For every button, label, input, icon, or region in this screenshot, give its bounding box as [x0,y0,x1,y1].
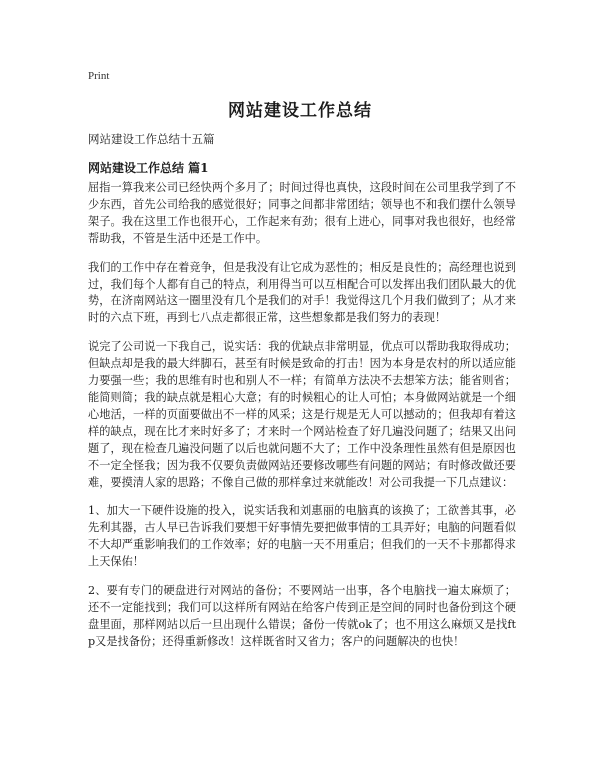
print-label: Print [88,70,110,82]
paragraph-1: 屈指一算我来公司已经快两个多月了；时间过得也真快，这段时间在公司里我学到了不少东西，首先公司给我的感觉很好；同事之间都非常团结；领导也不和我们摆什么领导架子。我在这里工作也很开心，工作起来有劲；很有上进心，同事对我也很好，也经常帮助我，不管是生活中还是工作中。 [88,181,516,245]
paragraph-2: 我们的工作中存在着竞争，但是我没有让它成为恶性的；相反是良性的；高经理也说到过，我们每个人都有自己的特点，利用得当可以互相配合可以发挥出我们团队最大的优势，在济南网站这一圈里没有几个是我们的对手！我觉得这几个月我们做到了；从才来时的六点下班，再到七八点走都很正常，这些想象都是我们努力的表现！ [88,260,516,325]
document-title: 网站建设工作总结 [228,101,372,121]
paragraph-5: 2、要有专门的硬盘进行对网站的备份；不要网站一出事，各个电脑找一遍太麻烦了；还不一定能找到；我们可以这样所有网站在给客户传到正是空间的同时也备份到这个硬盘里面，那样网站以后一旦出现什么错误；备份一传就ok了；也不用这么麻烦又是找ftp又是找备份；还得重新修改！这样既省时又省力；客户的问题解决的也快！ [88,584,516,648]
document-body [88,180,516,663]
section-heading: 网站建设工作总结 篇1 [88,161,209,175]
paragraph-4: 1、加大一下硬件设施的投入，说实话我和刘惠丽的电脑真的该换了；工欲善其事，必先利其器，古人早已告诉我们要想干好事情先要把做事情的工具弄好；电脑的问题看似不大却严重影响我们的工作效率；好的电脑一天不用重启；但我们的一天不卡那都得求上天保佑！ [88,504,516,569]
paragraph-3: 说完了公司说一下我自己，说实话：我的优缺点非常明显，优点可以帮助我取得成功；但缺点却是我的最大绊脚石，甚至有时候是致命的打击！因为本身是农村的所以适应能力要强一些；我的思维有时也和别人不一样；有简单方法决不去想笨方法；能省则省；能简则简；我的缺点就是粗心大意；有的时候粗心的让人可怕；本身做网站就是一个细心地活，一样的页面要做出不一样的风采；这是行规是无人可以撼动的；但我却有着这样的缺点，现在比才来时好多了；才来时一个网站检查了好几遍没问题了；结果又出问题了，现在检查几遍没问题了以后也就问题不大了；工作中没条理性虽然有但是原因也不一定全怪我；因为我不仅要负责做网站还要修改哪些有问题的网站；有时修改做还要难，要摸清人家的思路；不像自己做的那样拿过来就能改！对公司我提一下几点建议： [88,340,516,489]
document-subtitle: 网站建设工作总结十五篇 [88,132,215,146]
